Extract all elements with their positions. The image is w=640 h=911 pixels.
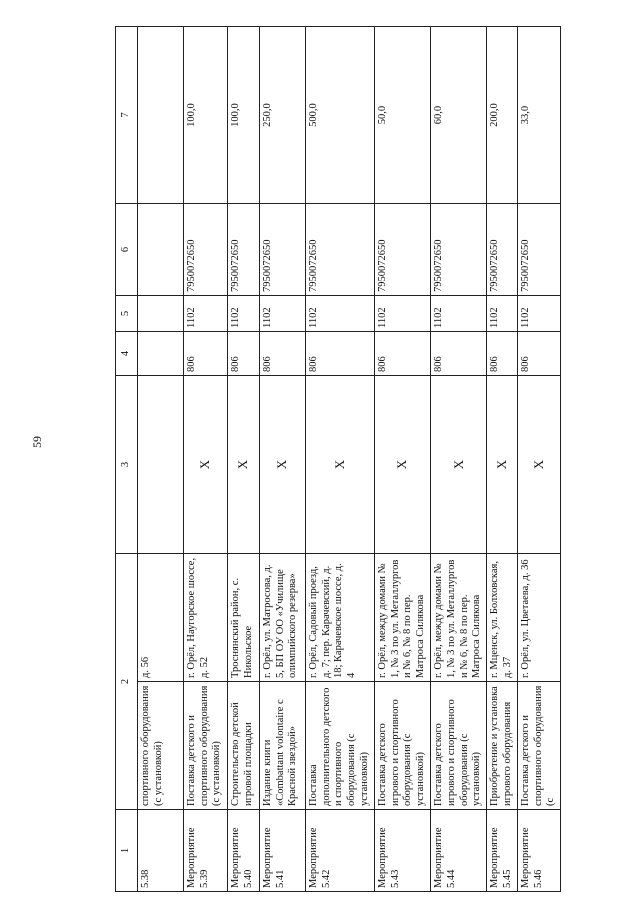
cell-col5: 1102 — [305, 296, 374, 332]
cell-id: Мероприятие 5.43 — [374, 810, 430, 892]
cell-col3: X — [430, 376, 486, 554]
cell-col6: 7950072650 — [259, 204, 305, 296]
page-number: 59 — [30, 436, 44, 448]
cell-col4: 806 — [305, 332, 374, 376]
cell-id: Мероприятие 5.46 — [517, 810, 560, 892]
table-row — [430, 27, 486, 892]
cell-name: Издание книги «Combattant volontaire с Красной звездой» — [259, 682, 305, 810]
cell-address: г. Мценск, ул. Болховская, д. 37 — [487, 554, 518, 682]
cell-col5: 1102 — [374, 296, 430, 332]
cell-col7: 60,0 — [430, 27, 486, 204]
header-col-3: 3 — [116, 376, 138, 554]
cell-name: Поставка дополнительного детского и спортивного оборудования (с установкой) — [305, 682, 374, 810]
cell-name: Поставка детского игрового и спортивного оборудования (с установкой) — [430, 682, 486, 810]
cell-col7: 100,0 — [227, 27, 259, 204]
cell-col3: X — [183, 376, 227, 554]
table-row — [305, 27, 374, 892]
cell-id: Мероприятие 5.45 — [487, 810, 518, 892]
cell-col7: 100,0 — [183, 27, 227, 204]
cell-col6: 7950072650 — [430, 204, 486, 296]
cell-col3: X — [374, 376, 430, 554]
header-col-7: 7 — [116, 27, 138, 204]
cell-col6: 7950072650 — [183, 204, 227, 296]
cell-address: г. Орёл, ул. Цветаева, д. 36 — [517, 554, 560, 682]
cell-col4: 806 — [259, 332, 305, 376]
cell-col5: 1102 — [259, 296, 305, 332]
cell-address: г. Орёл, между домами № 1, № 3 по ул. Металлургов и № 6, № 8 по пер. Матроса Силякова — [374, 554, 430, 682]
cell-name: Приобретение и установка игрового оборудования — [487, 682, 518, 810]
table-row — [517, 27, 560, 892]
table-row — [374, 27, 430, 892]
cell-col5: 1102 — [430, 296, 486, 332]
table-row — [227, 27, 259, 892]
header-row — [116, 27, 138, 892]
cell-address: г. Орёл, Наугорское шоссе, д. 52 — [183, 554, 227, 682]
cell-name: Поставка детского и спортивного оборудования (с установкой) — [183, 682, 227, 810]
header-col-6: 6 — [116, 204, 138, 296]
cell-col3 — [137, 376, 183, 554]
cell-id: Мероприятие 5.40 — [227, 810, 259, 892]
cell-address: г. Орёл, Садовый проезд, д. 7; пер. Карачевский, д. 18; Карачевское шоссе, д. 4 — [305, 554, 374, 682]
cell-col6: 7950072650 — [517, 204, 560, 296]
cell-col3: X — [259, 376, 305, 554]
cell-address: д. 56 — [137, 554, 183, 682]
cell-col4: 806 — [430, 332, 486, 376]
cell-id: Мероприятие 5.42 — [305, 810, 374, 892]
cell-col5 — [137, 296, 183, 332]
cell-col3: X — [305, 376, 374, 554]
cell-id: Мероприятие 5.41 — [259, 810, 305, 892]
cell-col3: X — [487, 376, 518, 554]
table-row — [487, 27, 518, 892]
cell-id: Мероприятие 5.44 — [430, 810, 486, 892]
cell-name: Поставка детского и спортивного оборудования (с — [517, 682, 560, 810]
cell-col4 — [137, 332, 183, 376]
cell-col7: 33,0 — [517, 27, 560, 204]
cell-col4: 806 — [487, 332, 518, 376]
rotated-table-container — [115, 27, 597, 892]
cell-id: Мероприятие 5.39 — [183, 810, 227, 892]
cell-col7: 50,0 — [374, 27, 430, 204]
cell-col7: 500,0 — [305, 27, 374, 204]
budget-table — [115, 26, 561, 892]
cell-col6: 7950072650 — [305, 204, 374, 296]
cell-col5: 1102 — [517, 296, 560, 332]
cell-name: Строительство детской игровой площадки — [227, 682, 259, 810]
table-row — [259, 27, 305, 892]
cell-col7: 250,0 — [259, 27, 305, 204]
cell-col6 — [137, 204, 183, 296]
cell-col3: X — [227, 376, 259, 554]
cell-col4: 806 — [374, 332, 430, 376]
cell-col3: X — [517, 376, 560, 554]
cell-col6: 7950072650 — [487, 204, 518, 296]
cell-col4: 806 — [227, 332, 259, 376]
header-col-2: 2 — [116, 554, 138, 810]
cell-id: 5.38 — [137, 810, 183, 892]
cell-col5: 1102 — [487, 296, 518, 332]
cell-name: спортивного оборудования (с установкой) — [137, 682, 183, 810]
table-row — [137, 27, 183, 892]
cell-col5: 1102 — [183, 296, 227, 332]
header-col-5: 5 — [116, 296, 138, 332]
cell-name: Поставка детского игрового и спортивного оборудования (с установкой) — [374, 682, 430, 810]
cell-col6: 7950072650 — [374, 204, 430, 296]
cell-col7 — [137, 27, 183, 204]
header-col-4: 4 — [116, 332, 138, 376]
cell-col5: 1102 — [227, 296, 259, 332]
cell-address: Троснянский район, с. Никольское — [227, 554, 259, 682]
cell-address: г. Орёл, ул. Матросова, д. 5, БП ОУ ОО «Училище олимпийского резерва» — [259, 554, 305, 682]
table-row — [183, 27, 227, 892]
cell-col4: 806 — [517, 332, 560, 376]
header-col-1: 1 — [116, 810, 138, 892]
cell-col4: 806 — [183, 332, 227, 376]
cell-address: г. Орёл, между домами № 1, № 3 по ул. Металлургов и № 6, № 8 по пер. Матроса Силякова — [430, 554, 486, 682]
cell-col6: 7950072650 — [227, 204, 259, 296]
cell-col7: 200,0 — [487, 27, 518, 204]
